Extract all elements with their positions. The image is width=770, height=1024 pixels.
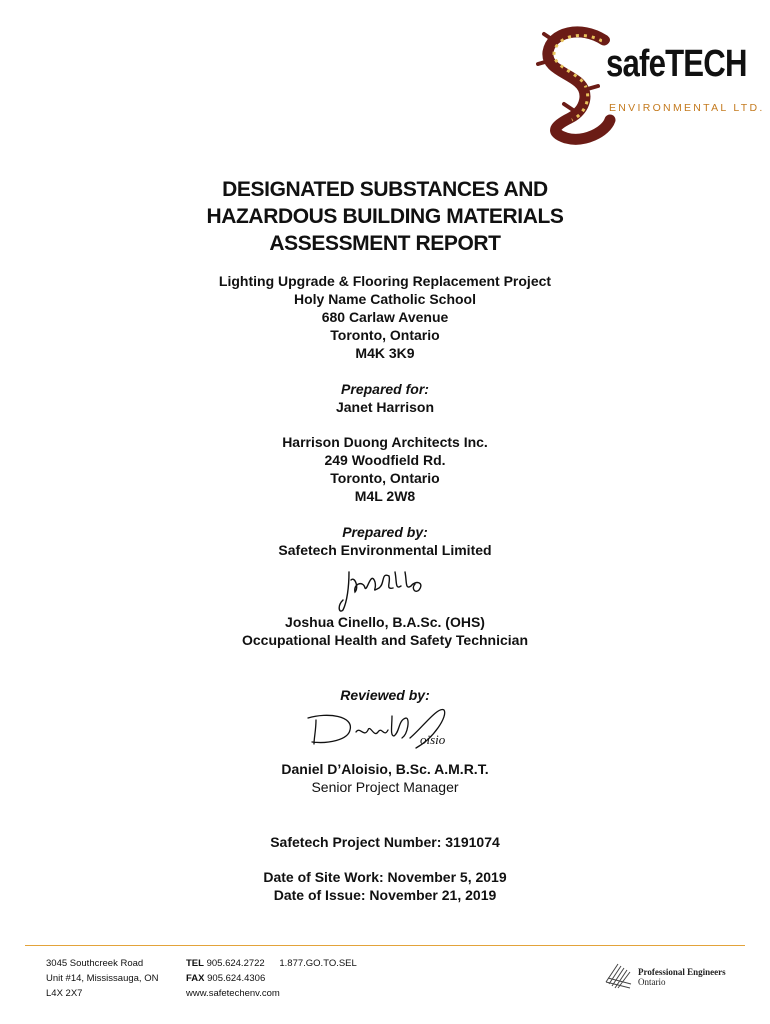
peo-logo [604,960,734,992]
reviewer-name: Daniel D’Aloisio, B.Sc. A.M.R.T. [281,761,489,777]
title-line-1: DESIGNATED SUBSTANCES AND [222,178,548,201]
logo-subtitle: ENVIRONMENTAL LTD. [609,102,765,114]
prepared-by-company: Safetech Environmental Limited [278,542,492,558]
fax-number: 905.624.4306 [207,973,266,984]
report-title [0,176,770,257]
client-postal: M4L 2W8 [354,488,416,504]
reviewer-details [0,760,770,796]
reviewer-signature [298,702,468,754]
footer-address-line-3: L4X 2X7 [46,988,83,999]
project-number: Safetech Project Number: 3191074 [270,834,500,850]
client-address [0,433,770,505]
prepared-by [0,523,770,559]
footer-address-line-2: Unit #14, Mississauga, ON [46,973,159,984]
footer-contact [186,956,357,1001]
client-address-line: 249 Woodfield Rd. [324,452,446,468]
title-line-3: ASSESSMENT REPORT [269,232,501,255]
prepared-for-person: Janet Harrison [335,399,435,415]
company-logo [526,20,765,145]
footer-address-line-1: 3045 Southcreek Road [46,958,144,969]
prepared-by-label: Prepared by: [342,524,428,540]
svg-text:oisio: oisio [420,732,446,747]
reviewed-by-label: Reviewed by: [340,687,430,703]
project-info [0,272,770,362]
lizard-logo-icon [526,20,616,145]
title-line-2: HAZARDOUS BUILDING MATERIALS [206,205,564,228]
tel-label: TEL [186,958,204,969]
website-link[interactable]: www.safetechenv.com [186,988,280,999]
prepared-for-label: Prepared for: [341,381,429,397]
logo-wordmark: safeTECH [606,43,747,85]
project-name: Lighting Upgrade & Flooring Replacement Project [218,273,552,289]
prepared-for [0,380,770,416]
peo-region: Ontario [638,977,666,987]
preparer-role: Occupational Health and Safety Technician [241,632,529,648]
issue-date: Date of Issue: November 21, 2019 [273,887,497,903]
tel-number: 905.624.2722 [206,958,265,969]
project-city: Toronto, Ontario [330,327,440,343]
footer-divider [25,945,745,946]
footer-address [46,956,158,1001]
toll-free-number: 1.877.GO.TO.SEL [279,958,357,969]
peo-emblem-icon [604,960,634,990]
fax-label: FAX [186,973,205,984]
report-dates [0,868,770,904]
reviewer-role: Senior Project Manager [311,779,459,795]
project-postal: M4K 3K9 [355,345,415,361]
client-city: Toronto, Ontario [330,470,440,486]
project-site: Holy Name Catholic School [293,291,477,307]
site-work-date: Date of Site Work: November 5, 2019 [263,869,507,885]
peo-name: Professional Engineers [638,967,726,977]
preparer-details [0,613,770,649]
preparer-name: Joshua Cinello, B.A.Sc. (OHS) [285,614,485,630]
project-address: 680 Carlaw Avenue [321,309,449,325]
client-company: Harrison Duong Architects Inc. [282,434,488,450]
preparer-signature [335,562,430,614]
